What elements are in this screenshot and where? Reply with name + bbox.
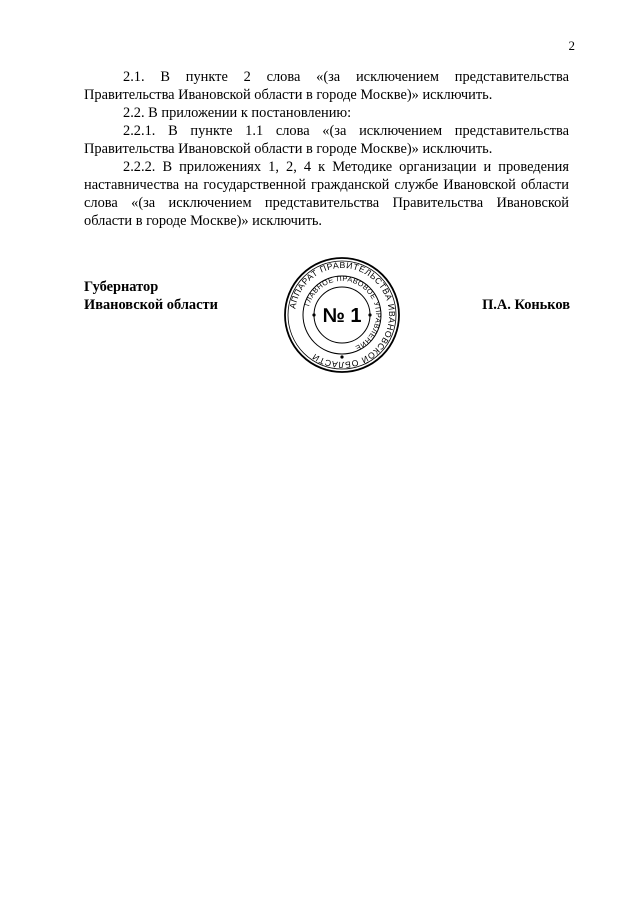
- signer-position-line1: Губернатор: [84, 279, 159, 295]
- page-number: 2: [568, 38, 575, 53]
- stamp-center-text: № 1: [322, 305, 362, 327]
- signer-position: [84, 278, 218, 314]
- paragraph-2-2-1: 2.2.1. В пункте 1.1 слова «(за исключением представительства Правительства Ивановской области в городе Москве)» исключить.: [84, 123, 569, 157]
- stamp-outer-text: АППАРАТ ПРАВИТЕЛЬСТВА ИВАНОВСКОЙ ОБЛАСТИ: [287, 259, 398, 371]
- signature-block: [84, 259, 570, 371]
- official-seal-stamp: [283, 256, 401, 374]
- signer-name: П.А. Коньков: [482, 297, 570, 313]
- document-body: [84, 68, 569, 230]
- paragraph-2-1: 2.1. В пункте 2 слова «(за исключением представительства Правительства Ивановской области в городе Москве)» исключить.: [84, 69, 569, 103]
- paragraph-2-2-2: 2.2.2. В приложениях 1, 2, 4 к Методике организации и проведения наставничества на государственной гражданской службе Ивановской области слова «(за исключением представительства Правительства Ивановской области в городе Москве)» исключить.: [84, 159, 569, 229]
- stamp-inner-text: ГЛАВНОЕ ПРАВОВОЕ УПРАВЛЕНИЕ: [302, 273, 384, 353]
- paragraph-2-2: 2.2. В приложении к постановлению:: [123, 105, 352, 121]
- signer-position-line2: Ивановской области: [84, 297, 218, 313]
